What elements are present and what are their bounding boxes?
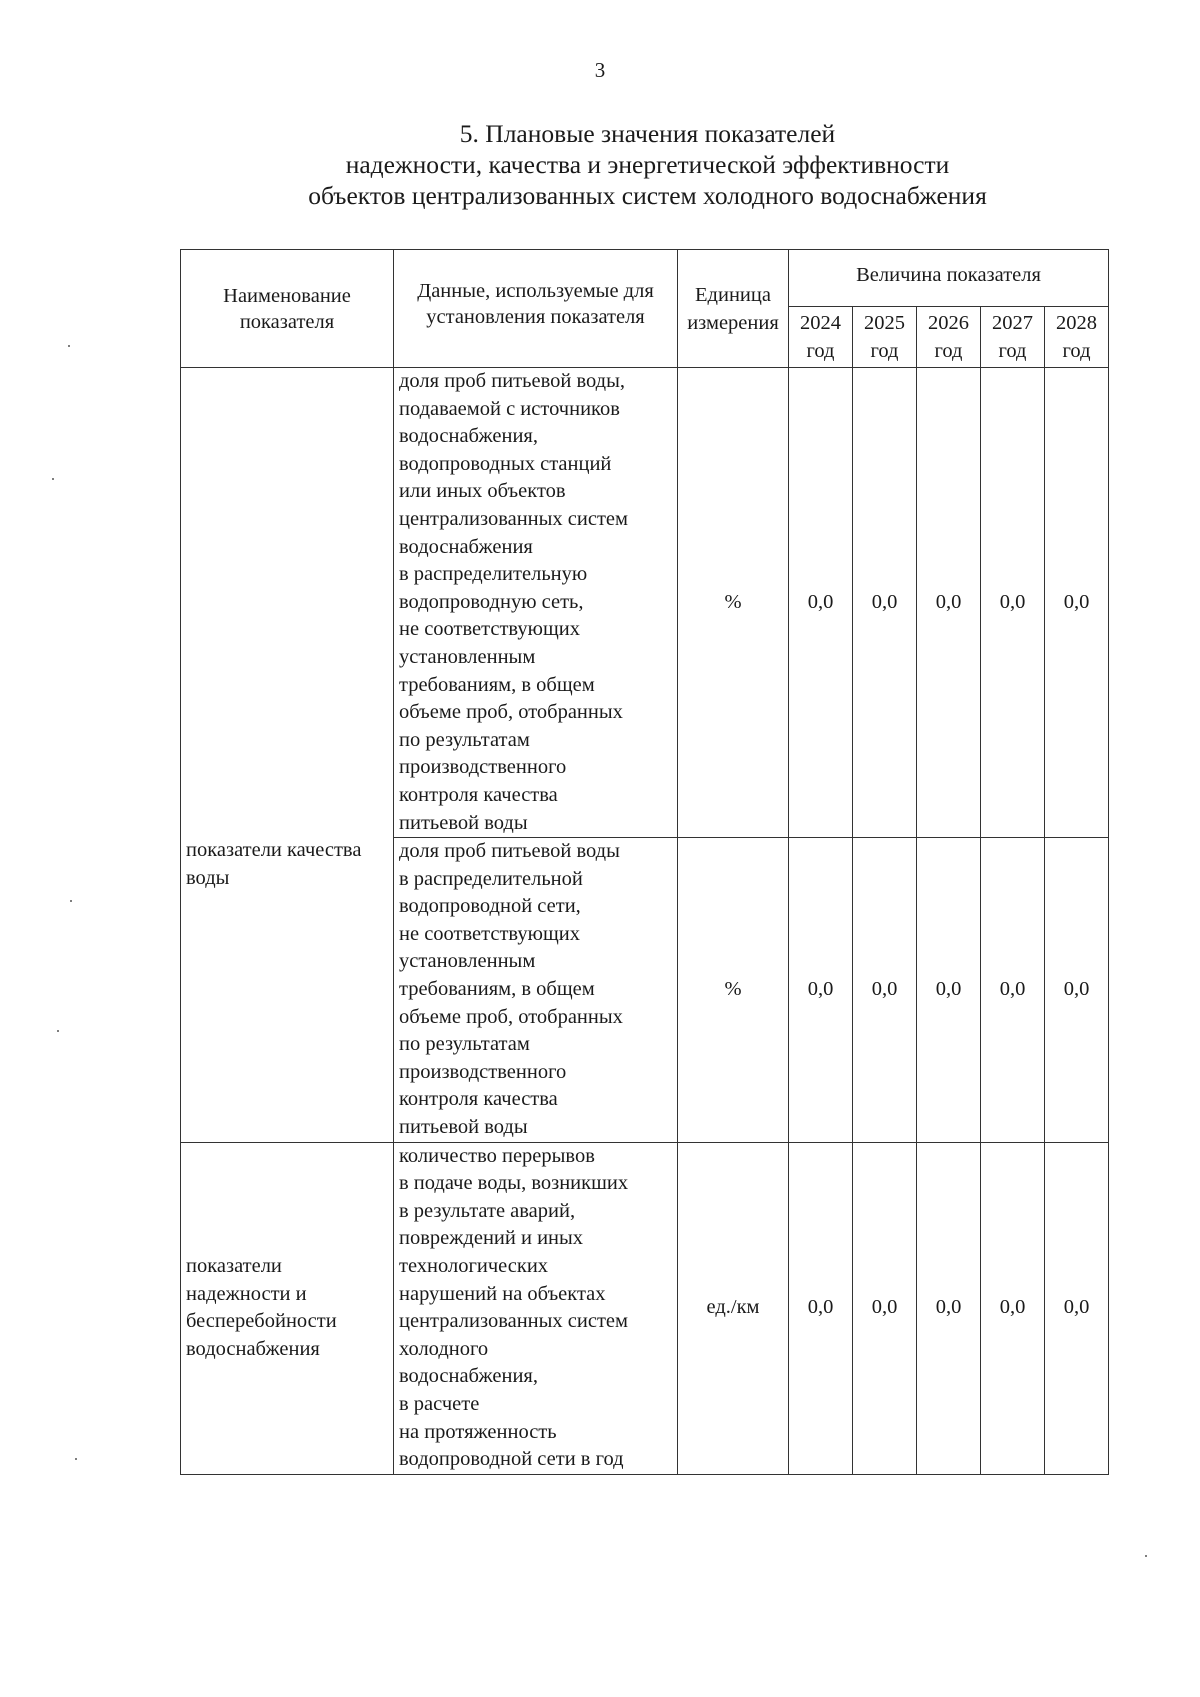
- value-cell-2026: 0,0: [917, 368, 981, 838]
- value-cell-2027: 0,0: [981, 838, 1045, 1143]
- source-data-line: в результате аварий,: [399, 1199, 576, 1222]
- value-cell-2027: 0,0: [981, 368, 1045, 838]
- scan-speck: [75, 1458, 77, 1460]
- source-data-line: производственного: [399, 1060, 567, 1083]
- scan-speck: [1145, 1555, 1147, 1557]
- heading-line-1: 5. Плановые значения показателей: [459, 119, 836, 148]
- year-suffix: год: [1062, 340, 1091, 362]
- value-cell-2026: 0,0: [917, 838, 981, 1143]
- source-data-line: водопроводной сети,: [399, 895, 581, 918]
- source-data-line: в подаче воды, возникших: [399, 1172, 629, 1195]
- value-cell-2024: 0,0: [789, 1142, 853, 1474]
- year-suffix: год: [934, 340, 963, 362]
- source-data-line: питьевой воды: [399, 1116, 528, 1139]
- header-year-2025: [853, 307, 917, 368]
- source-data-line: в распределительную: [399, 563, 588, 586]
- value-cell-2027: 0,0: [981, 1142, 1045, 1474]
- source-data-line: повреждений и иных: [399, 1227, 584, 1250]
- indicators-table: [180, 249, 1109, 1475]
- source-data-line: питьевой воды: [399, 811, 528, 834]
- heading-line-2: надежности, качества и энергетической эффективности: [345, 150, 950, 179]
- header-unit: Единица измерения: [678, 250, 789, 368]
- source-data-line: объеме проб, отобранных: [399, 701, 623, 724]
- heading-line-3: объектов централизованных систем холодного водоснабжения: [308, 181, 987, 210]
- source-data-line: водоснабжения: [399, 535, 533, 558]
- source-data-cell: [394, 368, 678, 838]
- source-data-line: на протяженность: [399, 1420, 557, 1443]
- source-data-line: не соответствующих: [399, 922, 580, 945]
- year-label: 2025: [864, 312, 905, 334]
- source-data-line: подаваемой с источников: [399, 397, 620, 420]
- unit-cell: %: [678, 838, 789, 1143]
- value-cell-2025: 0,0: [853, 838, 917, 1143]
- value-cell-2025: 0,0: [853, 1142, 917, 1474]
- source-data-line: нарушений на объектах: [399, 1282, 606, 1305]
- source-data-line: централизованных систем: [399, 507, 629, 530]
- value-cell-2026: 0,0: [917, 1142, 981, 1474]
- header-row: [181, 250, 1109, 307]
- source-data-line: холодного: [399, 1337, 489, 1360]
- unit-cell: ед./км: [678, 1142, 789, 1474]
- source-data-cell: [394, 838, 678, 1143]
- value-cell-2025: 0,0: [853, 368, 917, 838]
- source-data-line: требованиям, в общем: [399, 978, 595, 1001]
- table-row: [181, 368, 1109, 838]
- year-suffix: год: [806, 340, 835, 362]
- header-indicator-name: Наименование показателя: [181, 250, 394, 368]
- section-heading: [200, 118, 1095, 211]
- source-data-line: водопроводной сети в год: [399, 1448, 624, 1471]
- source-data-line: контроля качества: [399, 1088, 558, 1111]
- scan-speck: [52, 478, 54, 480]
- scan-speck: [57, 1030, 59, 1032]
- source-data-line: производственного: [399, 756, 567, 779]
- source-data-line: требованиям, в общем: [399, 673, 595, 696]
- header-year-2027: [981, 307, 1045, 368]
- header-year-2026: [917, 307, 981, 368]
- source-data-line: объеме проб, отобранных: [399, 1005, 623, 1028]
- source-data-line: водопроводную сеть,: [399, 590, 584, 613]
- value-cell-2024: 0,0: [789, 838, 853, 1143]
- table-row: [181, 1142, 1109, 1474]
- source-data-line: количество перерывов: [399, 1144, 595, 1167]
- value-cell-2028: 0,0: [1045, 1142, 1109, 1474]
- value-cell-2024: 0,0: [789, 368, 853, 838]
- year-label: 2028: [1056, 312, 1098, 334]
- source-data-line: водопроводных станций: [399, 452, 612, 475]
- year-label: 2027: [992, 312, 1033, 334]
- unit-cell: %: [678, 368, 789, 838]
- value-cell-2028: 0,0: [1045, 838, 1109, 1143]
- page-number: 3: [594, 58, 606, 82]
- source-data-line: технологических: [399, 1255, 549, 1277]
- year-label: 2026: [928, 312, 969, 334]
- header-source-data: Данные, используемые для установления показателя: [394, 250, 678, 368]
- header-value-group: Величина показателя: [789, 250, 1109, 307]
- year-suffix: год: [870, 340, 899, 362]
- header-year-2028: [1045, 307, 1109, 368]
- source-data-line: или иных объектов: [399, 480, 566, 503]
- source-data-line: по результатам: [399, 1033, 530, 1056]
- source-data-line: в распределительной: [399, 867, 583, 890]
- source-data-line: доля проб питьевой воды,: [399, 370, 625, 392]
- source-data-cell: [394, 1142, 678, 1474]
- source-data-line: доля проб питьевой воды: [399, 840, 620, 863]
- source-data-line: централизованных систем: [399, 1310, 629, 1333]
- indicator-name-cell: показатели качества воды: [181, 368, 394, 1143]
- source-data-line: контроля качества: [399, 783, 558, 806]
- value-cell-2028: 0,0: [1045, 368, 1109, 838]
- scan-speck: [70, 900, 72, 902]
- source-data-line: не соответствующих: [399, 618, 580, 641]
- indicator-name-cell: показатели надежности и бесперебойности водоснабжения: [181, 1142, 394, 1474]
- source-data-line: установленным: [399, 950, 536, 973]
- scan-speck: [68, 345, 70, 347]
- source-data-line: установленным: [399, 645, 536, 668]
- header-year-2024: [789, 307, 853, 368]
- source-data-line: в расчете: [399, 1392, 480, 1415]
- source-data-line: водоснабжения,: [399, 1365, 538, 1388]
- year-label: 2024: [800, 312, 841, 334]
- source-data-line: по результатам: [399, 728, 530, 751]
- year-suffix: год: [998, 340, 1027, 362]
- source-data-line: водоснабжения,: [399, 425, 538, 448]
